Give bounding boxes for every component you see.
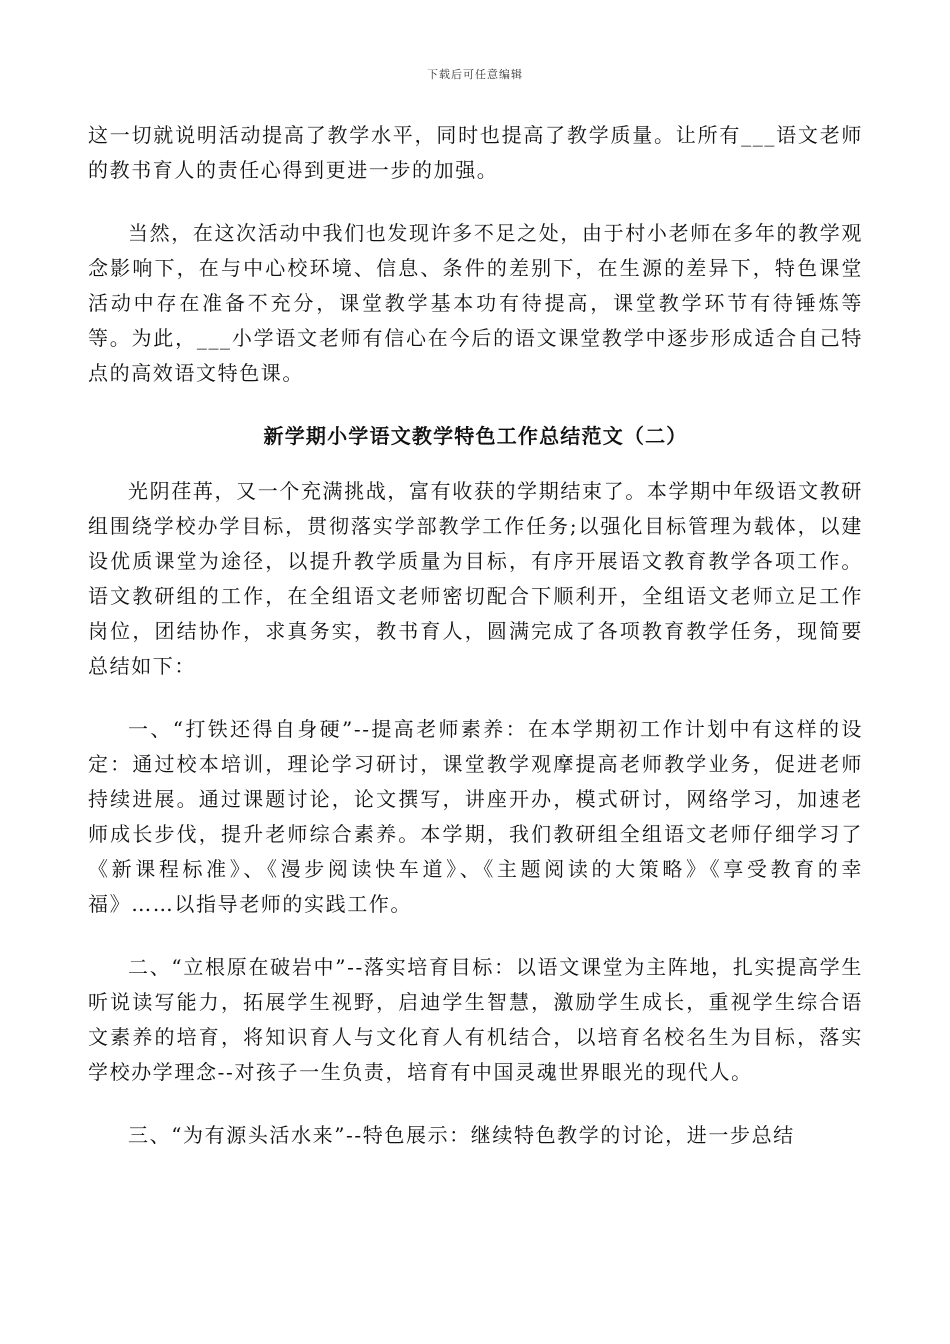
paragraph-shortcomings: 当然，在这次活动中我们也发现许多不足之处，由于村小老师在多年的教学观念影响下，在与中心校环境、信息、条件的差别下，在生源的差异下，特色课堂活动中存在准备不充分，课堂教学基本功有待提高，课堂教学环节有待锤炼等等。为此，___小学语文老师有信心在今后的语文课堂教学中逐步形成适合自己特点的高效语文特色课。 — [88, 221, 863, 385]
paragraph-item-three: 三、“为有源头活水来”--特色展示：继续特色教学的讨论，进一步总结 — [128, 1123, 795, 1147]
section-title: 新学期小学语文教学特色工作总结范文（二） — [263, 424, 688, 448]
header-note: 下载后可任意编辑 — [427, 68, 523, 81]
paragraph-item-two: 二、“立根原在破岩中”--落实培育目标：以语文课堂为主阵地，扎实提高学生听说读写能力，拓展学生视野，启迪学生智慧，激励学生成长，重视学生综合语文素养的培育，将知识育人与文化育人有机结合，以培育名校名生为目标，落实学校办学理念--对孩子一生负责，培育有中国灵魂世界眼光的现代人。 — [88, 955, 863, 1084]
paragraph-intro: 光阴荏苒，又一个充满挑战，富有收获的学期结束了。本学期中年级语文教研组围绕学校办学目标，贯彻落实学部教学工作任务;以强化目标管理为载体，以建设优质课堂为途径，以提升教学质量为目标，有序开展语文教育教学各项工作。语文教研组的工作，在全组语文老师密切配合下顺利开，全组语文老师立足工作岗位，团结协作，求真务实，教书育人，圆满完成了各项教育教学任务，现简要总结如下： — [88, 479, 863, 678]
document-body — [88, 118, 863, 1181]
paragraph-item-one: 一、“打铁还得自身硬”--提高老师素养：在本学期初工作计划中有这样的设定：通过校本培训，理论学习研讨，课堂教学观摩提高老师教学业务，促进老师持续进展。通过课题讨论，论文撰写，讲座开办，模式研讨，网络学习，加速老师成长步伐，提升老师综合素养。本学期，我们教研组全组语文老师仔细学习了《新课程标准》、《漫步阅读快车道》、《主题阅读的大策略》《享受教育的幸福》……以指导老师的实践工作。 — [88, 717, 863, 916]
paragraph-continuation: 这一切就说明活动提高了教学水平，同时也提高了教学质量。让所有___语文老师的教书育人的责任心得到更进一步的加强。 — [88, 123, 863, 182]
